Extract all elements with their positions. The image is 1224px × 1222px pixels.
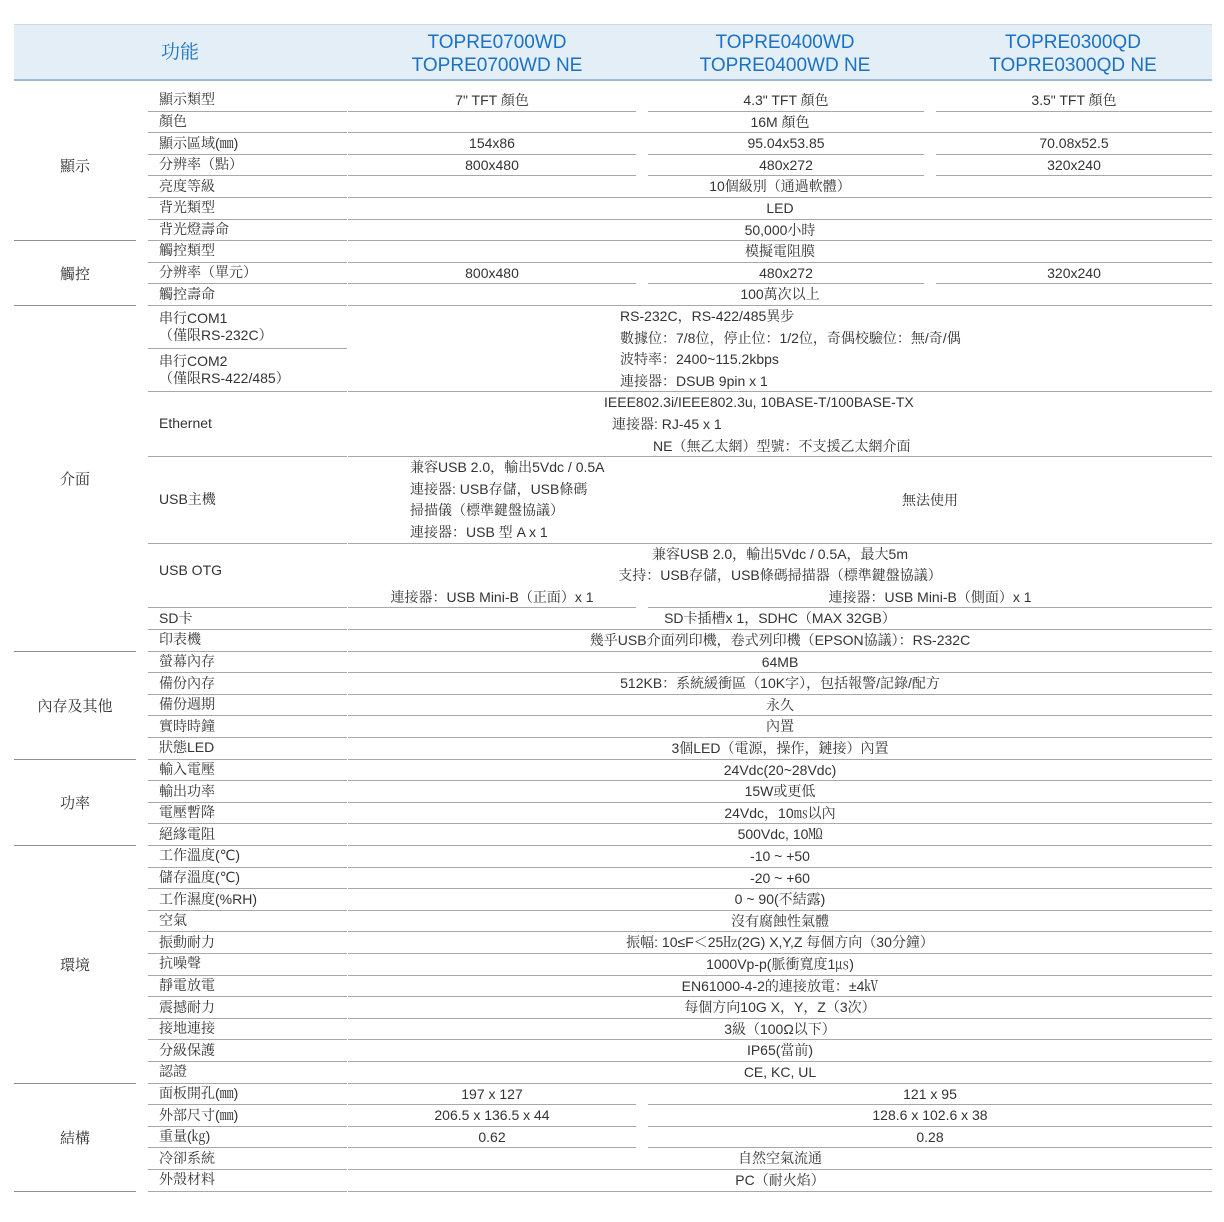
spec-label: （僅限RS-232C） — [159, 327, 273, 343]
row-divider — [348, 694, 1212, 695]
cell-value: 320x240 — [1047, 265, 1101, 281]
row-divider — [348, 1039, 1212, 1040]
spec-label: 認證 — [159, 1063, 187, 1079]
row-divider — [348, 715, 1212, 716]
spec-label: 顏色 — [159, 113, 187, 129]
row-divider — [148, 197, 347, 198]
row-divider — [148, 456, 347, 457]
row-divider — [148, 1191, 347, 1192]
category-label: 內存及其他 — [14, 652, 136, 760]
row-divider — [648, 1147, 1212, 1148]
row-divider — [148, 910, 347, 911]
cell-value: 320x240 — [1047, 157, 1101, 173]
row-divider — [14, 845, 136, 846]
cell-value: 15W或更低 — [744, 783, 816, 799]
row-divider — [148, 629, 347, 630]
row-divider — [348, 759, 1212, 760]
model-name-ne: TOPRE0300QD NE — [989, 55, 1157, 76]
serial-spec-line: 連接器：DSUB 9pin x 1 — [620, 373, 768, 389]
row-divider — [348, 1083, 1212, 1084]
row-divider — [348, 283, 636, 284]
spec-label: 背光類型 — [159, 199, 215, 215]
row-divider — [648, 283, 924, 284]
usb-otg-value: 支持：USB存儲，USB條碼掃描器（標準鍵盤協議） — [618, 567, 942, 583]
row-divider — [148, 1169, 347, 1170]
spec-label: 震撼耐力 — [159, 999, 215, 1015]
spec-label: 螢幕內存 — [159, 653, 215, 669]
spec-label: 亮度等級 — [159, 178, 215, 194]
row-divider — [148, 154, 347, 155]
row-divider — [348, 823, 1212, 824]
row-divider — [936, 283, 1212, 284]
row-divider — [148, 759, 347, 760]
row-divider — [148, 1061, 347, 1062]
ethernet-spec-line: 連接器: RJ-45 x 1 — [612, 416, 722, 432]
spec-label: 串行COM2 — [159, 353, 228, 369]
spec-label: 備份內存 — [159, 675, 215, 691]
row-divider — [148, 996, 347, 997]
row-divider — [348, 543, 1212, 544]
row-divider — [148, 1126, 347, 1127]
row-divider — [148, 348, 347, 349]
cell-value: 0.28 — [916, 1129, 944, 1145]
spec-label: 面板開孔(㎜) — [159, 1085, 239, 1101]
spec-label: 外殼材料 — [159, 1171, 215, 1187]
cell-value: SD卡插槽x 1，SDHC（MAX 32GB） — [664, 610, 896, 626]
spec-label: Ethernet — [159, 415, 212, 431]
row-divider — [348, 1061, 1212, 1062]
spec-label: 輸入電壓 — [159, 761, 215, 777]
row-divider — [348, 931, 1212, 932]
cell-value: 0.62 — [478, 1129, 506, 1145]
row-divider — [648, 607, 1212, 608]
spec-label: 分級保護 — [159, 1042, 215, 1058]
cell-value: IP65(當前) — [746, 1042, 814, 1058]
cell-value: 幾乎USB介面列印機，卷式列印機（EPSON協議）：RS-232C — [589, 632, 971, 648]
row-divider — [348, 1126, 636, 1127]
row-divider — [14, 1191, 136, 1192]
cell-value: 0 ~ 90(不結露) — [734, 891, 826, 907]
row-divider — [14, 305, 136, 306]
usb-host-value: 掃描儀（標準鍵盤協議） — [410, 502, 564, 518]
row-divider — [348, 867, 1212, 868]
serial-spec-line: 波特率：2400~115.2kbps — [620, 351, 779, 367]
row-divider — [148, 1147, 347, 1148]
spec-label: 觸控壽命 — [159, 286, 215, 302]
row-divider — [148, 132, 347, 133]
row-divider — [348, 888, 1212, 889]
usb-host-value: 連接器: USB存儲，USB條碼 — [410, 481, 588, 497]
spec-label: 備份週期 — [159, 696, 215, 712]
cell-value: 3.5" TFT 顏色 — [1031, 92, 1117, 108]
cell-value: 800x480 — [465, 265, 519, 281]
row-divider — [936, 175, 1212, 176]
row-divider — [348, 132, 1212, 133]
spec-label: 絕緣電阻 — [159, 826, 215, 842]
cell-value: 模擬電阻膜 — [745, 243, 815, 259]
usb-host-value: 連接器：USB 型 A x 1 — [410, 524, 548, 540]
row-divider — [348, 953, 1212, 954]
row-divider — [148, 283, 347, 284]
spec-label: 抗噪聲 — [159, 955, 201, 971]
cell-value: 24Vdc，10㎳以內 — [724, 805, 836, 821]
spec-label: 背光燈壽命 — [159, 221, 229, 237]
row-divider — [648, 111, 924, 112]
cell-value: PC（耐火焰） — [735, 1172, 825, 1188]
cell-value: 4.3" TFT 顏色 — [743, 92, 829, 108]
row-divider — [148, 823, 347, 824]
row-divider — [348, 1147, 636, 1148]
row-divider — [148, 1018, 347, 1019]
row-divider — [348, 111, 636, 112]
spec-label: 接地連接 — [159, 1020, 215, 1036]
spec-label: （僅限RS-422/485） — [159, 370, 290, 386]
row-divider — [148, 305, 347, 306]
spec-label: 儲存溫度(℃) — [159, 869, 241, 885]
serial-spec-line: 數據位：7/8位，停止位：1/2位，奇偶校驗位：無/奇/偶 — [620, 330, 961, 346]
category-label: 顯示 — [14, 90, 136, 241]
usb-otg-connector-side: 連接器：USB Mini-B（側面）x 1 — [828, 589, 1032, 605]
spec-label: SD卡 — [159, 610, 193, 626]
model-name-ne: TOPRE0700WD NE — [411, 55, 583, 76]
cell-value: 800x480 — [465, 157, 519, 173]
row-divider — [14, 651, 136, 652]
cell-value: 振幅: 10≤F＜25㎐(2G) X,Y,Z 每個方向（30分鐘） — [626, 934, 934, 950]
cell-value: EN61000-4-2的連接放電：±4㎸ — [681, 978, 879, 994]
spec-label: 靜電放電 — [159, 977, 215, 993]
header-model-0300 — [924, 31, 1222, 77]
spec-label: 輸出功率 — [159, 783, 215, 799]
spec-label: USB OTG — [159, 562, 223, 578]
row-divider — [348, 802, 1212, 803]
row-divider — [14, 1083, 136, 1084]
row-divider — [648, 1104, 1212, 1105]
row-divider — [148, 715, 347, 716]
row-divider — [148, 240, 347, 241]
row-divider — [148, 953, 347, 954]
row-divider — [348, 607, 636, 608]
spec-label: 印表機 — [159, 631, 201, 647]
cell-value: 70.08x52.5 — [1039, 135, 1109, 151]
row-divider — [348, 197, 1212, 198]
row-divider — [148, 780, 347, 781]
spec-label: 冷卻系統 — [159, 1150, 215, 1166]
row-divider — [148, 845, 347, 846]
row-divider — [348, 240, 1212, 241]
row-divider — [148, 1104, 347, 1105]
row-divider — [348, 305, 1212, 306]
cell-value: 3級（100Ω以下） — [724, 1021, 836, 1037]
cell-value: 512KB：系統緩衝區（10K字），包括報警/記錄/配方 — [620, 675, 940, 691]
cell-value: 1000Vp-p(脈衝寬度1㎲) — [706, 956, 854, 972]
cell-value: 24Vdc(20~28Vdc) — [723, 762, 837, 778]
spec-label: 實時時鐘 — [159, 718, 215, 734]
row-divider — [348, 1018, 1212, 1019]
model-name: TOPRE0700WD — [427, 32, 567, 53]
cell-value: 64MB — [761, 654, 799, 670]
cell-value: -20 ~ +60 — [750, 870, 810, 886]
row-divider — [148, 931, 347, 932]
row-divider — [348, 845, 1212, 846]
category-label: 介面 — [14, 306, 136, 652]
spec-label: 顯示類型 — [159, 91, 215, 107]
cell-value: 128.6 x 102.6 x 38 — [872, 1107, 988, 1123]
cell-value: 500Vdc, 10㏁ — [737, 826, 823, 842]
cell-value: 154x86 — [469, 135, 515, 151]
ethernet-spec-line: IEEE802.3i/IEEE802.3u, 10BASE-T/100BASE-TX — [604, 394, 914, 410]
row-divider — [148, 694, 347, 695]
row-divider — [348, 456, 1212, 457]
cell-value: 206.5 x 136.5 x 44 — [434, 1107, 550, 1123]
spec-label: 外部尺寸(㎜) — [159, 1107, 239, 1123]
spec-label: 串行COM1 — [159, 310, 228, 326]
row-divider — [148, 651, 347, 652]
row-divider — [148, 262, 347, 263]
row-divider — [14, 240, 136, 241]
spec-label: 振動耐力 — [159, 934, 215, 950]
spec-label: 分辨率（點） — [159, 156, 243, 172]
row-divider — [348, 737, 1212, 738]
row-divider — [348, 672, 1212, 673]
usb-otg-connector-front: 連接器：USB Mini-B（正面）x 1 — [390, 589, 594, 605]
row-divider — [348, 910, 1212, 911]
row-divider — [148, 1039, 347, 1040]
ethernet-spec-line: NE（無乙太網）型號：不支援乙太網介面 — [653, 438, 911, 454]
spec-label: 重量(㎏) — [159, 1128, 211, 1144]
row-divider — [348, 1104, 636, 1105]
row-divider — [648, 175, 924, 176]
row-divider — [148, 607, 347, 608]
cell-value: 95.04x53.85 — [747, 135, 825, 151]
cell-value: 100萬次以上 — [740, 286, 820, 302]
row-divider — [348, 1169, 1212, 1170]
row-divider — [148, 219, 347, 220]
row-divider — [348, 219, 1212, 220]
row-divider — [148, 1083, 347, 1084]
spec-label: USB主機 — [159, 491, 216, 507]
cell-value: LED — [766, 200, 794, 216]
cell-value: 內置 — [766, 718, 794, 734]
cell-value: 7" TFT 顏色 — [455, 92, 529, 108]
cell-value: 121 x 95 — [903, 1086, 957, 1102]
row-divider — [148, 391, 347, 392]
row-divider — [348, 780, 1212, 781]
row-divider — [348, 175, 636, 176]
spec-label: 空氣 — [159, 912, 187, 928]
model-name: TOPRE0300QD — [1005, 32, 1141, 53]
row-divider — [348, 154, 636, 155]
row-divider — [348, 262, 1212, 263]
category-label: 環境 — [14, 846, 136, 1084]
header-feature: 功能 — [160, 42, 199, 63]
cell-value: 16M 顏色 — [750, 114, 810, 130]
cell-value: 每個方向10G X，Y，Z（3次） — [684, 999, 876, 1015]
spec-label: 觸控類型 — [159, 242, 215, 258]
spec-label: 分辨率（單元） — [159, 264, 257, 280]
row-divider — [648, 1126, 1212, 1127]
row-divider — [148, 802, 347, 803]
row-divider — [348, 1191, 1212, 1192]
model-name: TOPRE0400WD — [715, 32, 855, 53]
row-divider — [648, 154, 924, 155]
cell-value: -10 ~ +50 — [750, 848, 810, 864]
cell-value: 10個級別（通過軟體） — [709, 178, 851, 194]
spec-label: 工作溫度(℃) — [159, 847, 241, 863]
row-divider — [14, 759, 136, 760]
row-divider — [148, 975, 347, 976]
row-divider — [348, 975, 1212, 976]
cell-value: 自然空氣流通 — [738, 1150, 822, 1166]
header-model-0700 — [348, 31, 646, 77]
row-divider — [936, 111, 1212, 112]
cell-value: 沒有腐蝕性氣體 — [731, 913, 829, 929]
spec-label: 工作濕度(%RH) — [159, 891, 257, 907]
usb-otg-value: 兼容USB 2.0，輸出5Vdc / 0.5A，最大5m — [652, 546, 908, 562]
row-divider — [348, 629, 1212, 630]
row-divider — [148, 175, 347, 176]
row-divider — [348, 391, 1212, 392]
spec-label: 顯示區域(㎜) — [159, 135, 239, 151]
header-model-0400 — [636, 31, 934, 77]
row-divider — [148, 737, 347, 738]
cell-value: 480x272 — [759, 157, 813, 173]
row-divider — [936, 154, 1212, 155]
category-label: 結構 — [14, 1084, 136, 1192]
row-divider — [348, 651, 1212, 652]
serial-spec-line: RS-232C，RS-422/485異步 — [620, 308, 795, 324]
row-divider — [348, 996, 1212, 997]
cell-value: 永久 — [766, 697, 794, 713]
cell-value: 197 x 127 — [461, 1086, 523, 1102]
model-name-ne: TOPRE0400WD NE — [699, 55, 871, 76]
row-divider — [148, 888, 347, 889]
cell-value: 3個LED（電源，操作，鏈接）內置 — [671, 740, 889, 756]
row-divider — [148, 111, 347, 112]
usb-host-unavailable: 無法使用 — [902, 492, 958, 508]
row-divider — [148, 867, 347, 868]
cell-value: 50,000小時 — [744, 222, 816, 238]
spec-label: 狀態LED — [159, 739, 215, 755]
category-label: 觸控 — [14, 241, 136, 306]
row-divider — [148, 672, 347, 673]
usb-host-value: 兼容USB 2.0，輸出5Vdc / 0.5A — [410, 459, 605, 475]
cell-value: 480x272 — [759, 265, 813, 281]
category-label: 功率 — [14, 760, 136, 846]
cell-value: CE, KC, UL — [743, 1064, 817, 1080]
spec-label: 電壓暫降 — [159, 804, 215, 820]
row-divider — [148, 543, 347, 544]
